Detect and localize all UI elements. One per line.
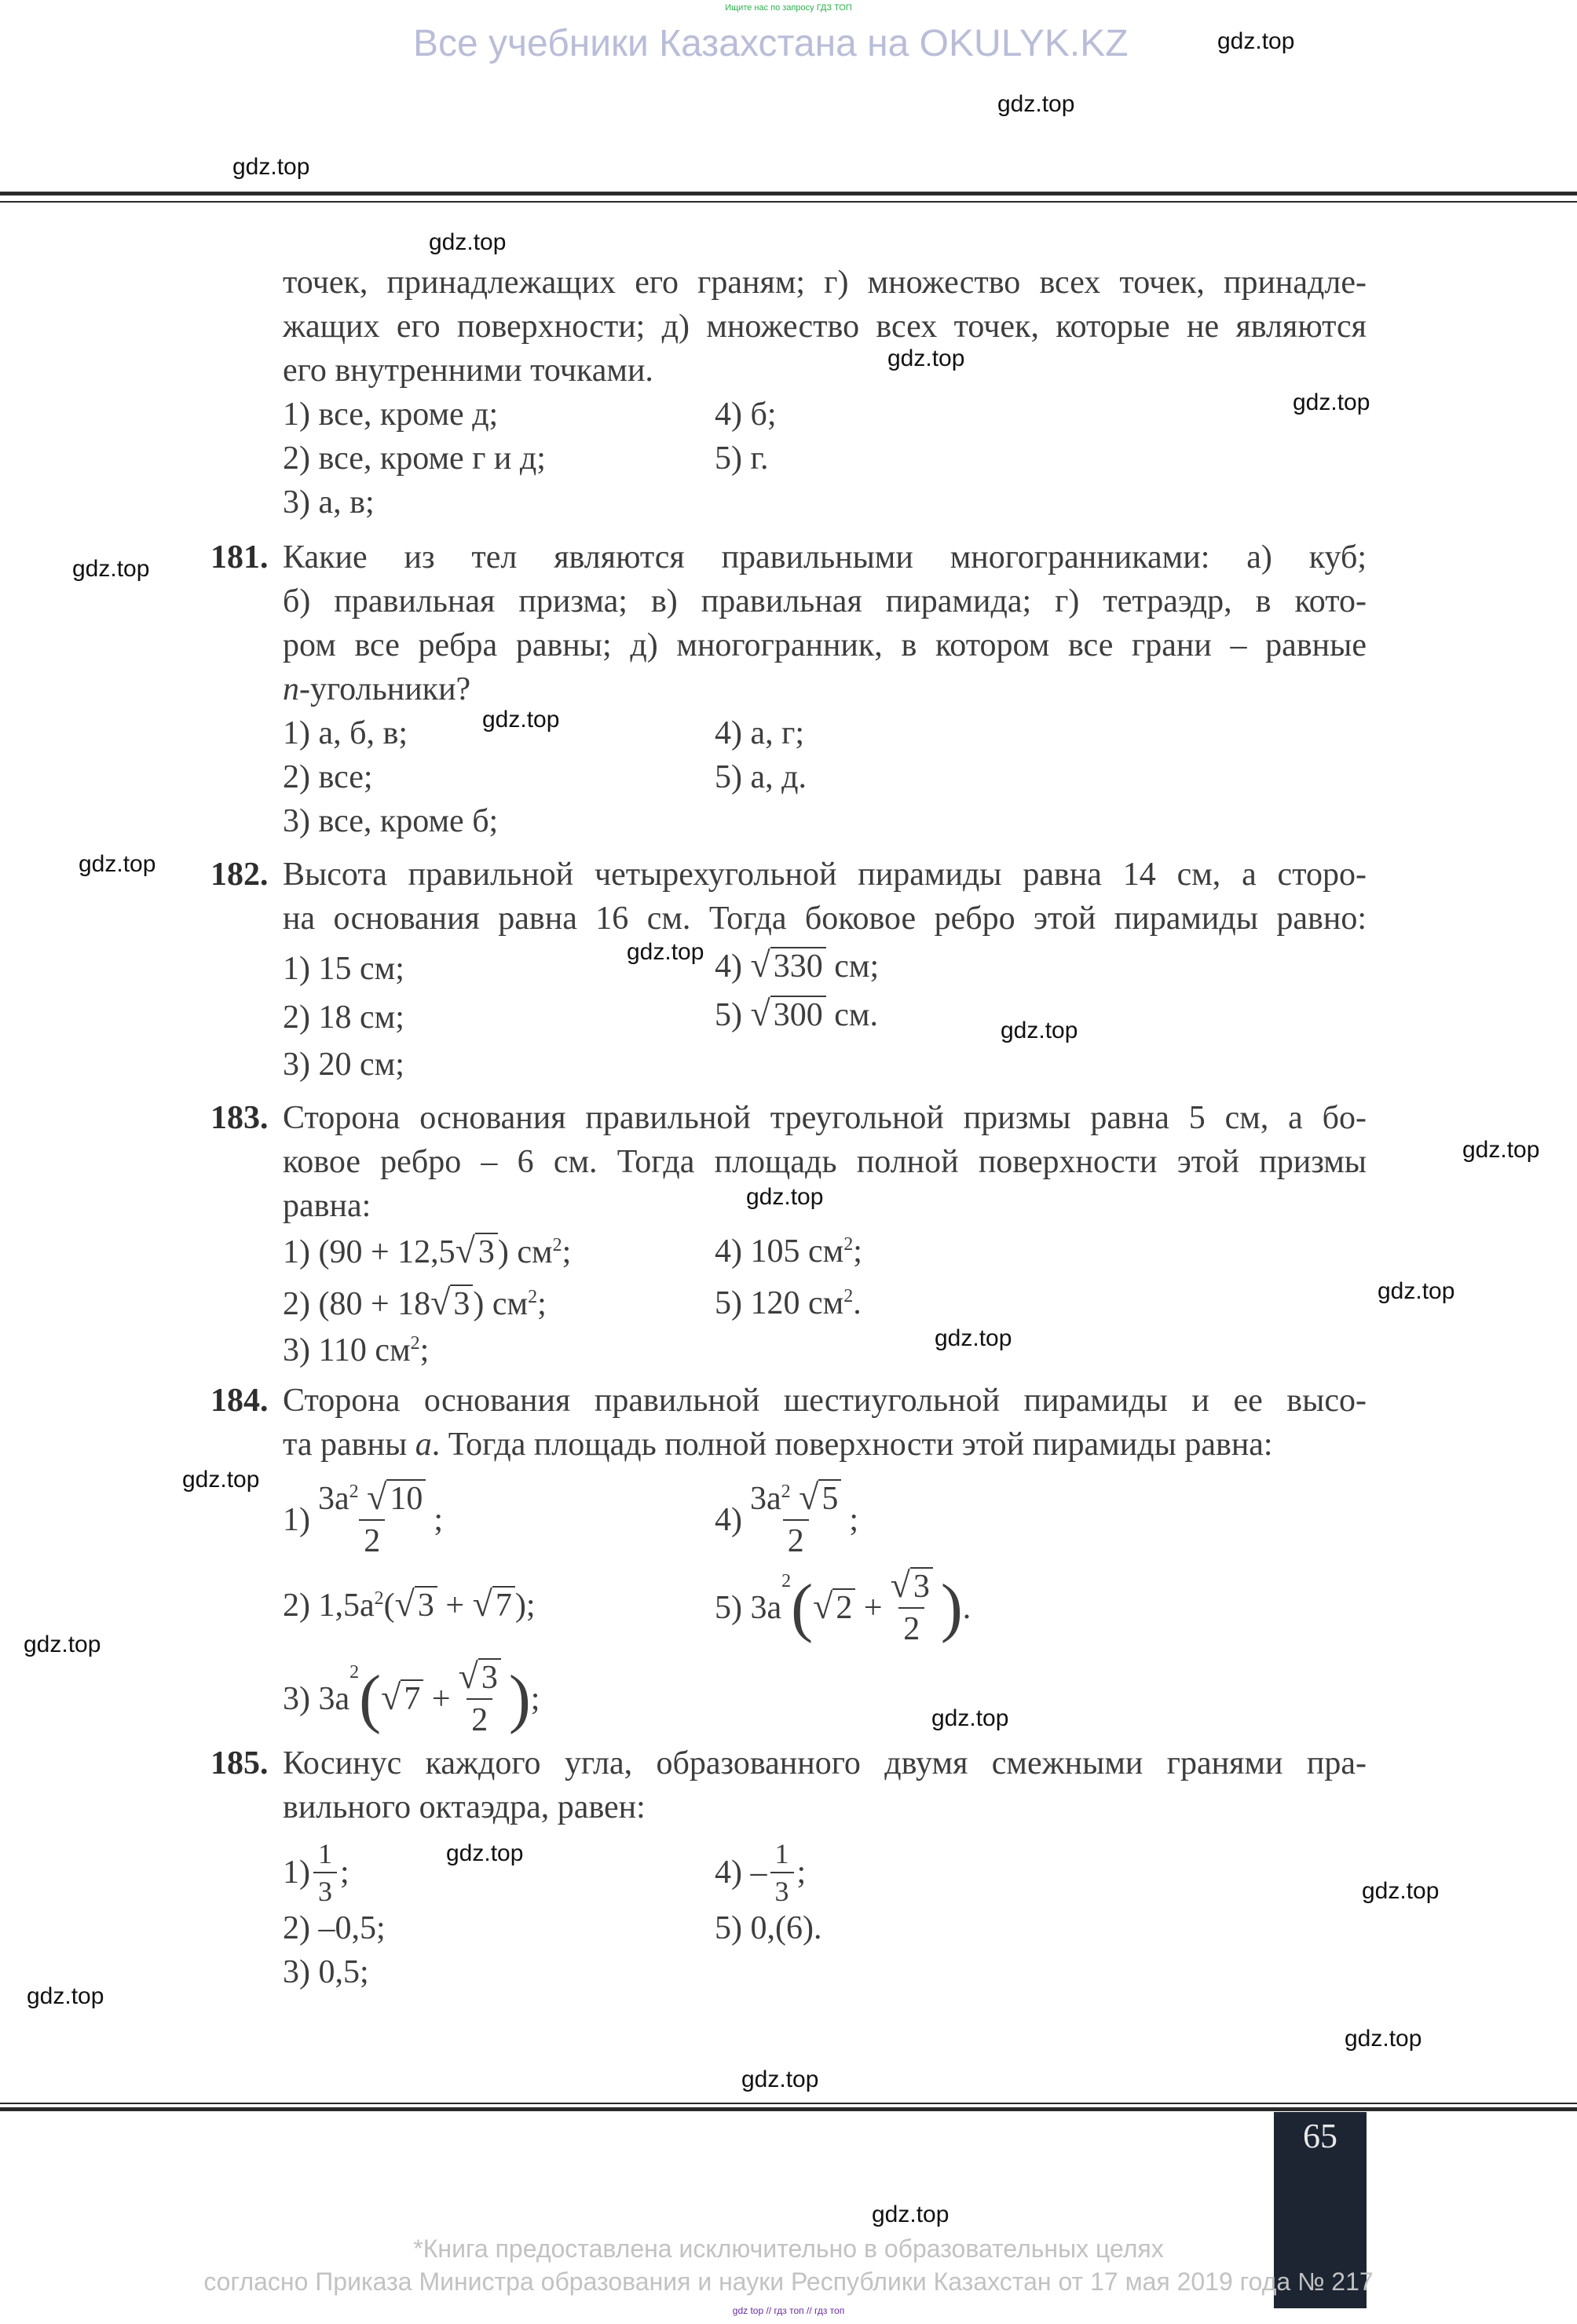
watermark: gdz.top bbox=[935, 1325, 1012, 1351]
watermark: gdz.top bbox=[182, 1467, 260, 1493]
watermark: gdz.top bbox=[429, 229, 507, 255]
watermark: gdz.top bbox=[887, 345, 965, 371]
text-line: Высота правильной четырехугольной пирамиды равна 14 см, а сторо- bbox=[283, 857, 1367, 893]
problem-number: 183. bbox=[210, 1100, 269, 1136]
header-rule-thick bbox=[0, 192, 1577, 195]
fraction: √ 3 2 bbox=[454, 1658, 506, 1739]
footer-line: *Книга предоставлена исключительно в образовательных целях bbox=[413, 2234, 1164, 2263]
text-line: вильного октаэдра, равен: bbox=[283, 1789, 646, 1825]
watermark: gdz.top bbox=[872, 2202, 949, 2227]
watermark: gdz.top bbox=[1362, 1878, 1440, 1904]
problem-number: 182. bbox=[210, 857, 269, 893]
answer-option: 4) а, г; bbox=[715, 715, 805, 751]
answer-option: 5) √ 300 см. bbox=[715, 993, 878, 1033]
site-banner: Все учебники Казахстана на OKULYK.KZ bbox=[413, 23, 1129, 64]
answer-option: 3) 3a 2 ( √ 7 + √ 3 2 ) ; bbox=[283, 1656, 540, 1738]
footer-mini: gdz top // гдз топ // гдз топ bbox=[732, 2305, 845, 2316]
text-line: его внутренними точками. bbox=[283, 353, 653, 389]
sqrt: √ 3 bbox=[456, 1233, 498, 1270]
variable: n bbox=[283, 671, 299, 707]
watermark: gdz.top bbox=[446, 1840, 524, 1866]
answer-option: 1) а, б, в; bbox=[283, 715, 408, 751]
fraction: √ 3 2 bbox=[886, 1567, 938, 1648]
answer-option: 5) 0,(6). bbox=[715, 1910, 822, 1946]
sqrt: √ 3 bbox=[430, 1284, 473, 1322]
answer-option: 1) $3a^2$ √ 10 2 ; bbox=[283, 1477, 444, 1559]
watermark: gdz.top bbox=[997, 91, 1075, 117]
text-line: на основания равна 16 см. Тогда боковое ребро этой пирамиды равно: bbox=[283, 901, 1367, 937]
answer-option: 5) 120 $см^2$. bbox=[715, 1285, 862, 1321]
watermark: gdz.top bbox=[232, 154, 310, 180]
sqrt: √ 3 bbox=[459, 1658, 501, 1696]
text-line: равна: bbox=[283, 1188, 371, 1224]
variable: a bbox=[415, 1427, 432, 1463]
answer-option: 3) 20 см; bbox=[283, 1047, 404, 1083]
watermark: gdz.top bbox=[931, 1705, 1009, 1731]
text-line: Какие из тел являются правильными многогранниками: а) куб; bbox=[283, 539, 1367, 576]
fraction: $\frac{1}{3}$ bbox=[770, 1837, 794, 1908]
answer-option: 1) 15 см; bbox=[283, 951, 404, 987]
answer-option: 1) (90 + 12,5 √ 3 ) $см^2$; bbox=[283, 1230, 572, 1270]
text-line: ковое ребро – 6 см. Тогда площадь полной поверхности этой призмы bbox=[283, 1144, 1367, 1180]
sqrt: √ 7 bbox=[473, 1586, 515, 1624]
text-line: та равны a. Тогда площадь полной поверхности этой пирамиды равна: bbox=[283, 1427, 1273, 1463]
watermark: gdz.top bbox=[482, 707, 560, 733]
answer-option: 2) $1,5a^2$( √ 3 + √ 7 ); bbox=[283, 1584, 536, 1624]
text-line: ром все ребра равны; д) многогранник, в котором все грани – равные bbox=[283, 627, 1367, 663]
fraction: $3a^2$ √ 10 2 bbox=[313, 1479, 430, 1560]
problem-number: 185. bbox=[210, 1745, 269, 1781]
watermark: gdz.top bbox=[1217, 28, 1295, 54]
watermark: gdz.top bbox=[1001, 1018, 1078, 1043]
problem-number: 184. bbox=[210, 1383, 269, 1419]
fraction: $3a^2$ √ 5 2 bbox=[745, 1479, 846, 1560]
answer-option: 1) $\frac{1}{3}$ ; bbox=[283, 1838, 349, 1907]
text-line: точек, принадлежащих его граням; г) множество всех точек, принадле- bbox=[283, 265, 1367, 301]
answer-option: 4) $3a^2$ √ 5 2 ; bbox=[715, 1477, 859, 1559]
sqrt: √ 10 bbox=[367, 1479, 426, 1517]
watermark: gdz.top bbox=[1378, 1278, 1455, 1304]
watermark: gdz.top bbox=[627, 939, 704, 965]
sqrt: √ 3 bbox=[395, 1586, 437, 1624]
footer-rule-thick bbox=[0, 2107, 1577, 2111]
text-line: жащих его поверхности; д) множество всех точек, которые не являются bbox=[283, 309, 1367, 345]
answer-option: 5) г. bbox=[715, 440, 769, 477]
sqrt: √ 7 bbox=[381, 1679, 423, 1717]
answer-option: 4) 105 $см^2$; bbox=[715, 1233, 862, 1270]
text-line: n-угольники? bbox=[283, 671, 471, 707]
watermark: gdz.top bbox=[1462, 1137, 1540, 1163]
answer-option: 2) все, кроме г и д; bbox=[283, 440, 546, 477]
text-line: Сторона основания правильной шестиугольной пирамиды и ее высо- bbox=[283, 1383, 1367, 1419]
answer-option: 2) все; bbox=[283, 759, 373, 795]
watermark: gdz.top bbox=[1293, 389, 1370, 415]
text-line: Сторона основания правильной треугольной призмы равна 5 см, а бо- bbox=[283, 1100, 1367, 1136]
answer-option: 5) а, д. bbox=[715, 759, 807, 795]
answer-option: 2) –0,5; bbox=[283, 1910, 386, 1946]
sqrt: √ 2 bbox=[813, 1588, 855, 1626]
sqrt: √ 300 bbox=[751, 996, 826, 1033]
answer-option: 1) все, кроме д; bbox=[283, 396, 499, 433]
watermark: gdz.top bbox=[27, 1983, 104, 2009]
fraction: $\frac{1}{3}$ bbox=[313, 1837, 337, 1908]
answer-option: 3) 0,5; bbox=[283, 1954, 369, 1990]
text-line: б) правильная призма; в) правильная пирамида; г) тетраэдр, в кото- bbox=[283, 583, 1367, 619]
watermark: gdz.top bbox=[79, 851, 156, 877]
answer-option: 3) а, в; bbox=[283, 484, 375, 521]
answer-option: 2) (80 + 18 √ 3 ) $см^2$; bbox=[283, 1282, 547, 1322]
watermark: gdz.top bbox=[741, 2066, 819, 2092]
text-line: Косинус каждого угла, образованного двумя смежными гранями пра- bbox=[283, 1745, 1367, 1781]
footer-rule-thin bbox=[0, 2103, 1577, 2104]
answer-option: 4) √ 330 см; bbox=[715, 945, 880, 985]
sqrt: √ 330 bbox=[751, 947, 826, 985]
answer-option: 3) все, кроме б; bbox=[283, 803, 499, 839]
answer-option: 4) б; bbox=[715, 396, 777, 433]
watermark: gdz.top bbox=[1345, 2026, 1422, 2052]
answer-option: 3) 110 $см^2$; bbox=[283, 1332, 430, 1368]
answer-option: 4) – $\frac{1}{3}$ ; bbox=[715, 1838, 807, 1907]
header-rule-thin bbox=[0, 201, 1577, 203]
answer-option: 2) 18 см; bbox=[283, 999, 404, 1036]
footer-line: согласно Приказа Министра образования и науки Республики Казахстан от 17 мая 2019 года № 217 bbox=[203, 2267, 1374, 2296]
sqrt: √ 3 bbox=[891, 1567, 933, 1605]
problem-number: 181. bbox=[210, 539, 269, 576]
answer-option: 5) 3a 2 ( √ 2 + √ 3 2 ) . bbox=[715, 1565, 971, 1647]
watermark: gdz.top bbox=[746, 1184, 824, 1210]
top-hint: Ищите нас по запросу ГДЗ ТОП bbox=[725, 3, 852, 13]
sqrt: √ 5 bbox=[799, 1479, 841, 1517]
watermark: gdz.top bbox=[72, 556, 150, 582]
page-number: 65 bbox=[1303, 2117, 1337, 2155]
watermark: gdz.top bbox=[24, 1632, 101, 1657]
